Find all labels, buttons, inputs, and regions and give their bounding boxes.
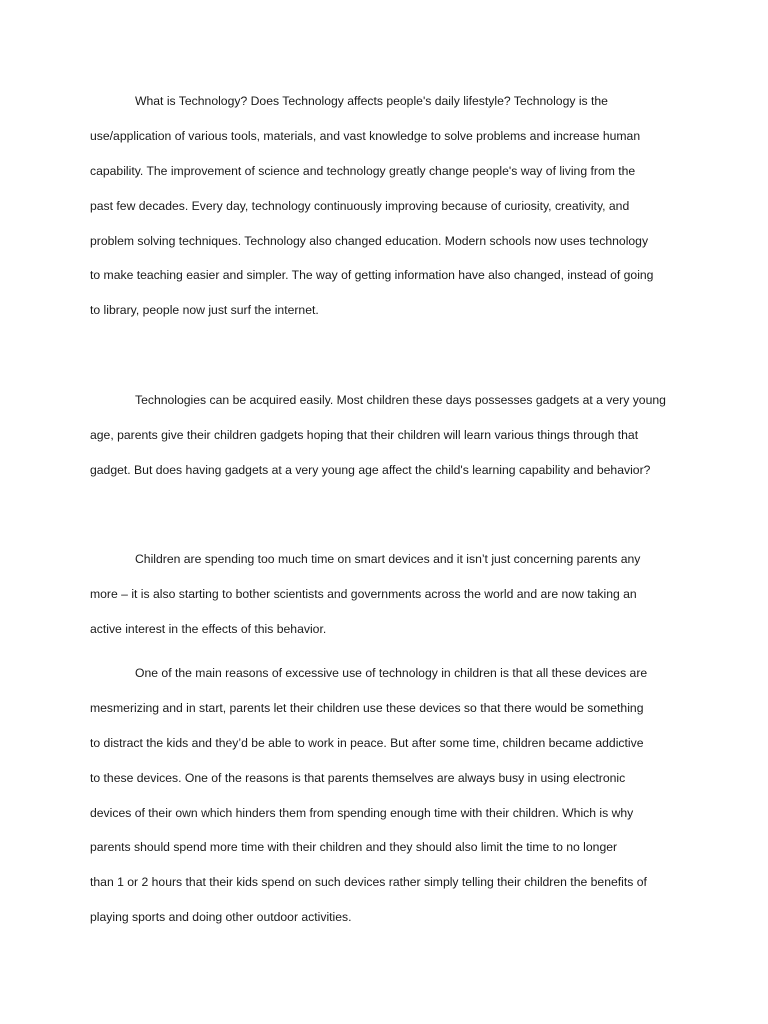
text-line: age, parents give their children gadgets hoping that their children will learn various things through that xyxy=(90,428,639,442)
text-line: to make teaching easier and simpler. The way of getting information have also changed, instead of going xyxy=(90,268,654,282)
text-line: past few decades. Every day, technology continuously improving because of curiosity, creativity, and xyxy=(90,199,630,213)
text-line: playing sports and doing other outdoor activities. xyxy=(90,910,352,924)
text-line: to distract the kids and they’d be able to work in peace. But after some time, children became addictive xyxy=(90,736,644,750)
text-line: gadget. But does having gadgets at a very young age affect the child's learning capability and behavior? xyxy=(90,463,651,477)
text-line: use/application of various tools, materials, and vast knowledge to solve problems and increase human xyxy=(90,129,641,143)
text-line: Children are spending too much time on smart devices and it isn’t just concerning parents any xyxy=(135,552,641,566)
text-line: Technologies can be acquired easily. Most children these days possesses gadgets at a very young xyxy=(135,393,666,407)
text-line: to library, people now just surf the internet. xyxy=(90,303,319,317)
text-line: devices of their own which hinders them from spending enough time with their children. Which is why xyxy=(90,806,634,820)
text-line: active interest in the effects of this behavior. xyxy=(90,622,327,636)
text-line: to these devices. One of the reasons is that parents themselves are always busy in using electronic xyxy=(90,771,626,785)
text-line: capability. The improvement of science and technology greatly change people's way of living from the xyxy=(90,164,636,178)
text-line: What is Technology? Does Technology affects people's daily lifestyle? Technology is the xyxy=(135,94,608,108)
text-line: more – it is also starting to bother scientists and governments across the world and are now taking an xyxy=(90,587,637,601)
text-line: than 1 or 2 hours that their kids spend on such devices rather simply telling their children the benefits of xyxy=(90,875,647,889)
text-line: parents should spend more time with their children and they should also limit the time to no longer xyxy=(90,840,618,854)
text-line: problem solving techniques. Technology also changed education. Modern schools now uses technology xyxy=(90,234,649,248)
text-line: One of the main reasons of excessive use of technology in children is that all these devices are xyxy=(135,666,648,680)
text-line: mesmerizing and in start, parents let their children use these devices so that there would be something xyxy=(90,701,644,715)
